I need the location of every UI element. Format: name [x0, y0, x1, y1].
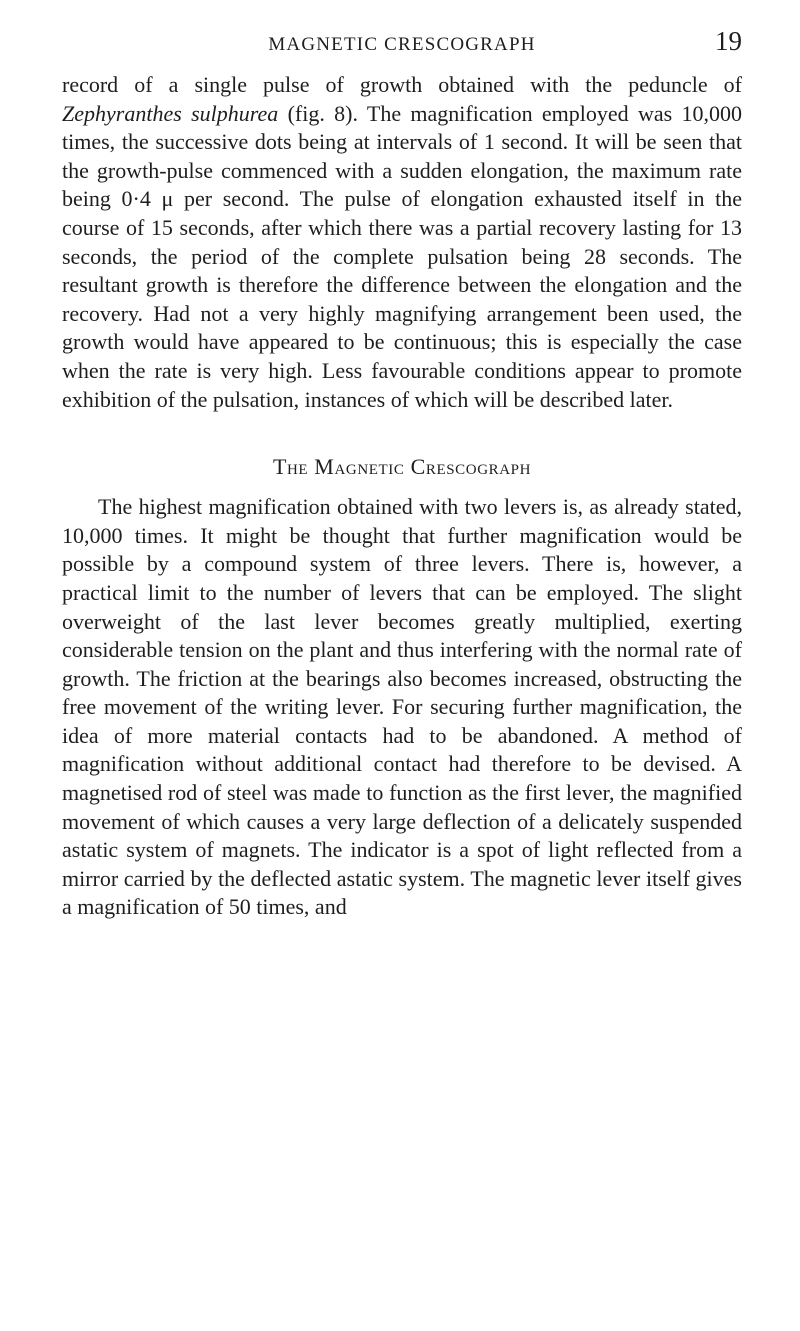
paragraph-magnetic-crescograph: The highest magnification obtained with two levers is, as already stated, 10,000 times. It might be thought that further magnification would be possible by a compound system of three levers. There is, however, a practical limit to the number of levers that can be employed. The slight overweight of the last lever becomes greatly multiplied, exerting considerable tension on the plant and thus interfering with the normal rate of growth. The friction at the bearings also becomes increased, obstructing the free movement of the writing lever. For securing further magnification, the idea of more material contacts had to be abandoned. A method of magnification without additional contact had therefore to be devised. A magnetised rod of steel was made to function as the first lever, the magnified movement of which causes a very large deflection of a delicately suspended astatic system of magnets. The indicator is a spot of light reflected from a mirror carried by the deflected astatic system. The magnetic lever itself gives a magnification of 50 times, and [62, 494, 742, 920]
paragraph-growth-pulse [62, 71, 742, 414]
paragraph-text-rest: (fig. 8). The magnification employed was 10,000 times, the successive dots being at intervals of 1 second. It will be seen that the growth-pulse commenced with a sudden elongation, the maximum rate being 0·4 μ per second. The pulse of elongation exhausted itself in the course of 15 seconds, after which there was a partial recovery lasting for 13 seconds, the period of the complete pulsation being 28 seconds. The resultant growth is therefore the difference between the elongation and the recovery. Had not a very highly magnifying arrangement been used, the growth would have appeared to be continuous; this is especially the case when the rate is very high. Less favourable conditions appear to promote exhibition of the pulsation, instances of which will be described later. [62, 100, 742, 412]
section-heading: The Magnetic Crescograph [272, 454, 532, 480]
page-number: 19 [715, 26, 742, 56]
running-title: MAGNETIC CRESCOGRAPH [268, 34, 536, 55]
paragraph-text-start: record of a single pulse of growth obtained with the peduncle of [62, 72, 742, 97]
running-head [62, 0, 742, 60]
species-name: Zephyranthes sulphurea [62, 100, 279, 126]
book-page [62, 0, 742, 922]
